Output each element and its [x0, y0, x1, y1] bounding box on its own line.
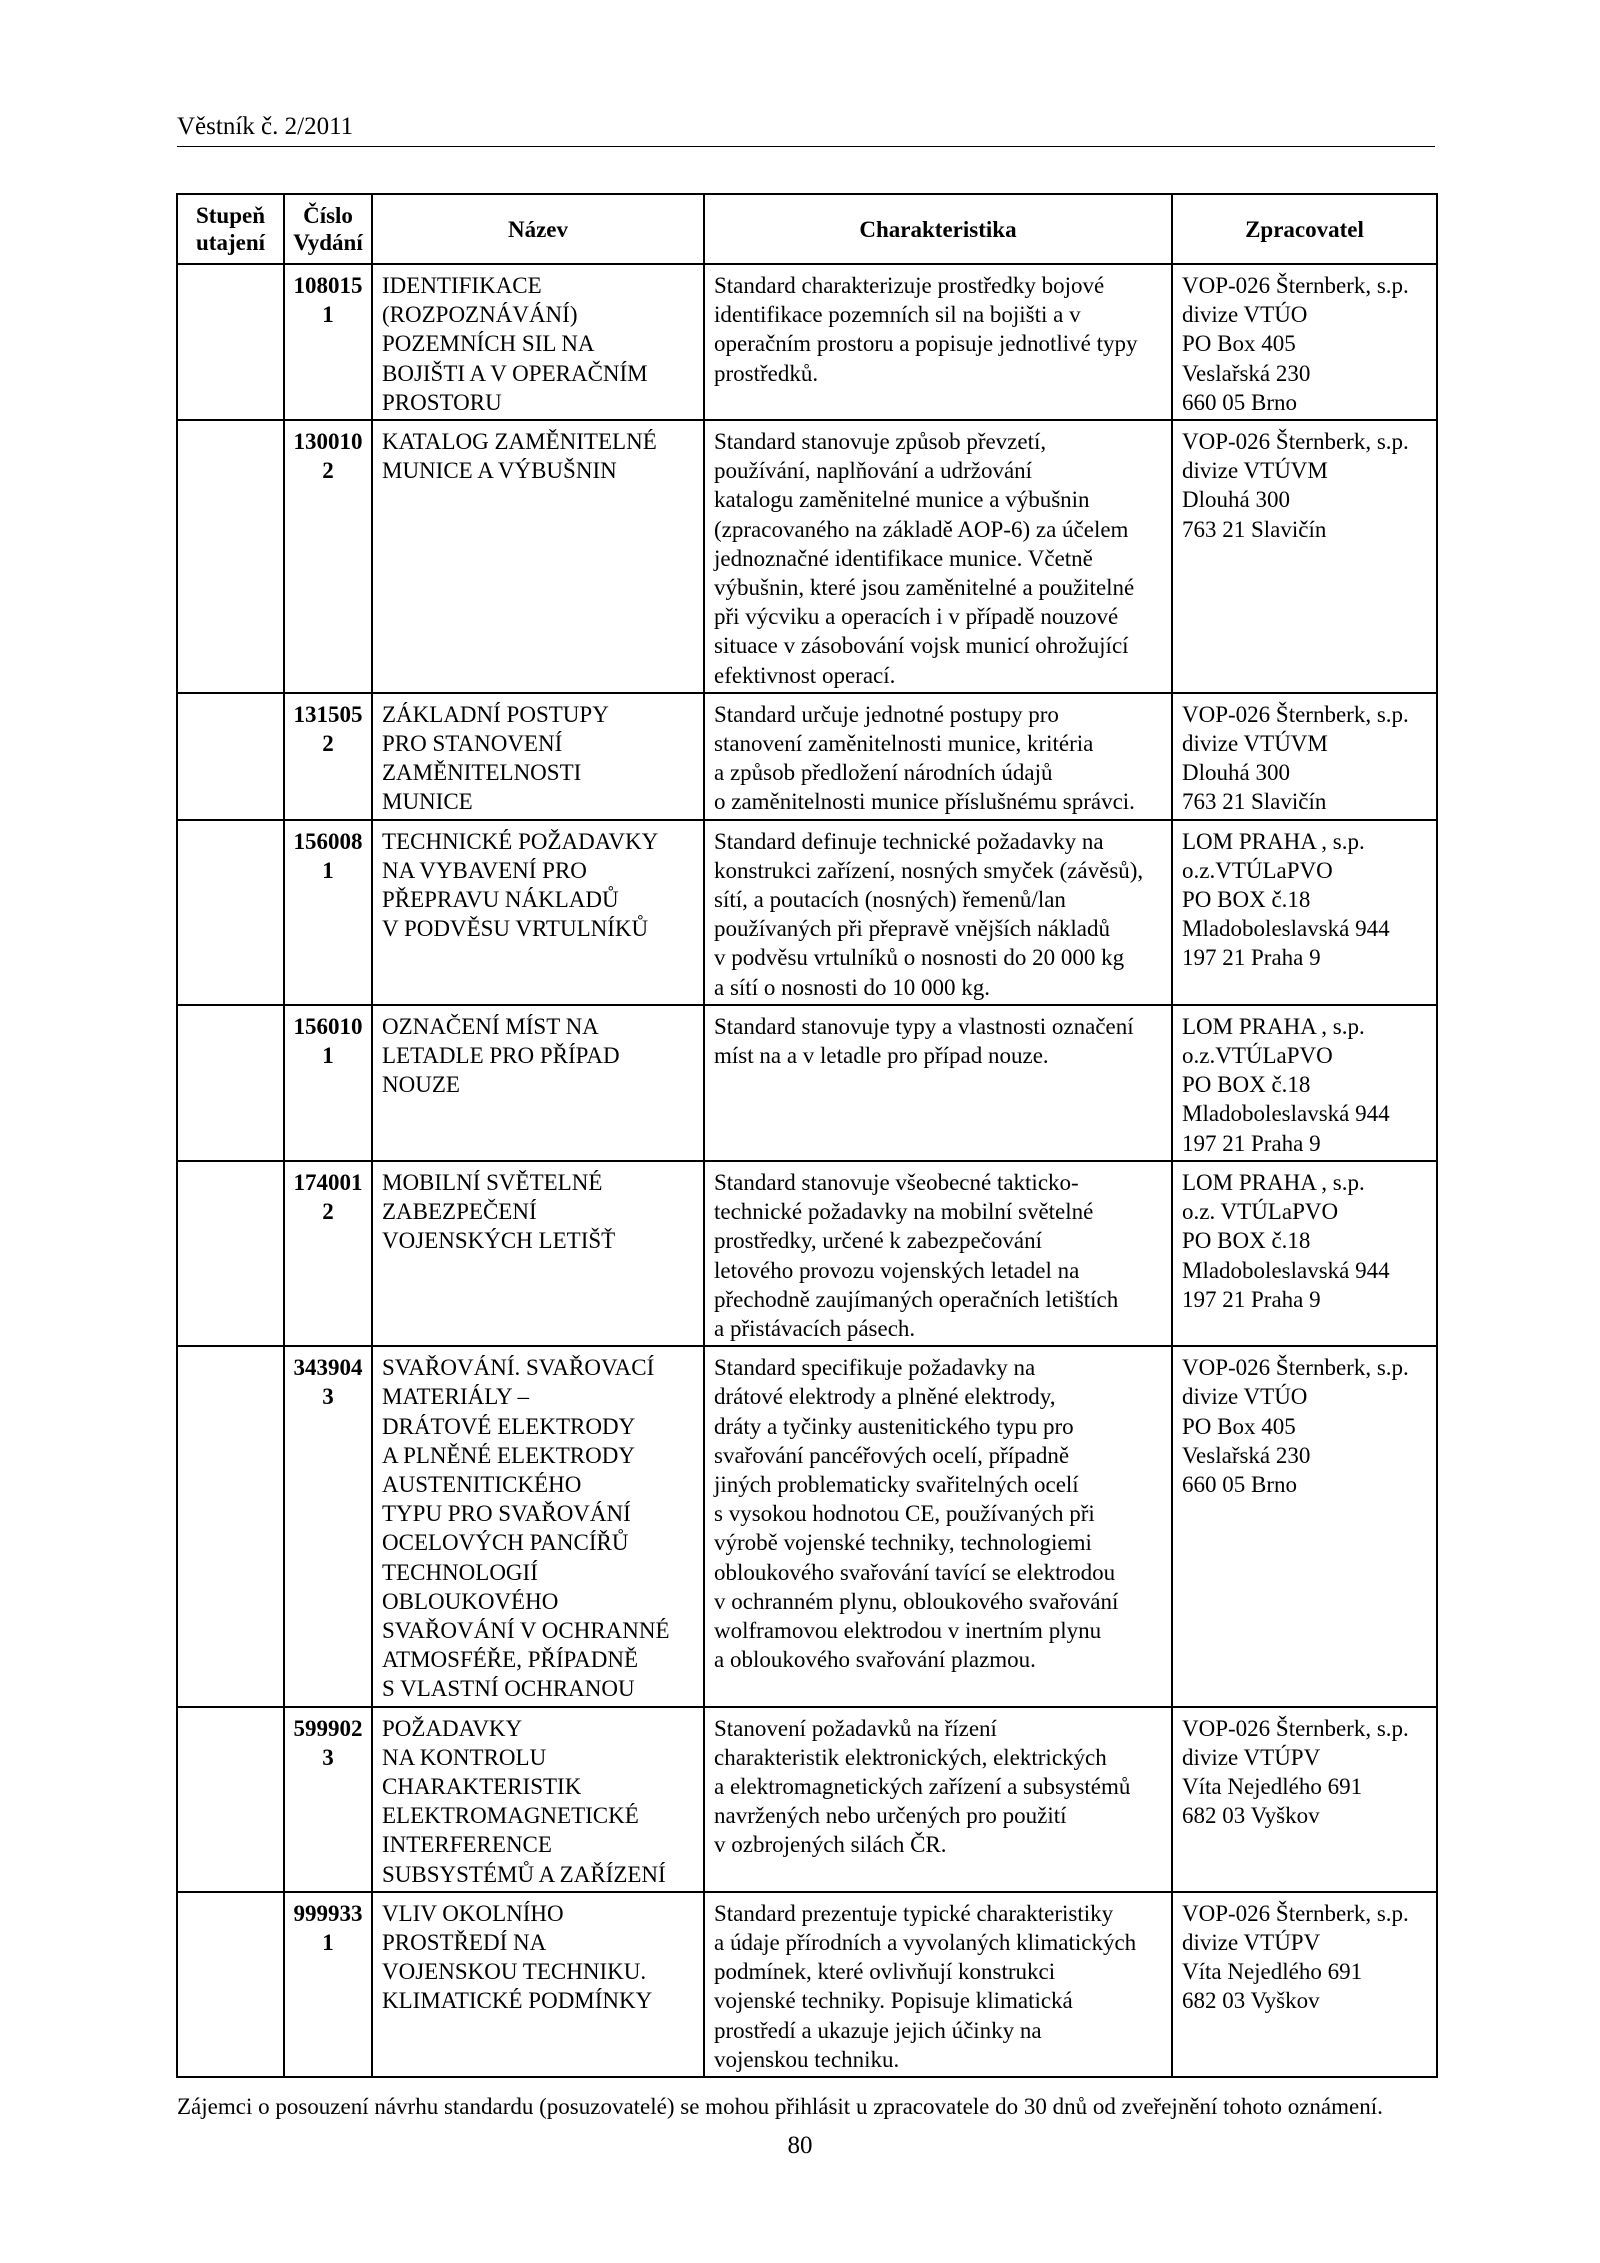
description-line: charakteristik elektronických, elektrických — [714, 1744, 1107, 1770]
name-line: NA VYBAVENÍ PRO — [382, 857, 587, 883]
header-number-edition: Číslo Vydání — [284, 194, 372, 264]
name-line: BOJIŠTI A V OPERAČNÍM — [382, 360, 648, 386]
cell-number-edition — [284, 1005, 372, 1161]
processor-line: PO BOX č.18 — [1182, 887, 1311, 913]
edition-number: 1 — [322, 1929, 334, 1955]
cell-processor — [1172, 1005, 1437, 1161]
edition-number: 1 — [322, 302, 334, 328]
processor-line: VOP-026 Šternberk, s.p. — [1182, 701, 1409, 727]
name-line: V PODVĚSU VRTULNÍKŮ — [382, 916, 649, 942]
processor-line: o.z.VTÚLaPVO — [1182, 1043, 1333, 1069]
processor-line: VOP-026 Šternberk, s.p. — [1182, 1715, 1409, 1741]
name-line: SUBSYSTÉMŮ A ZAŘÍZENÍ — [382, 1861, 666, 1887]
processor-line: 197 21 Praha 9 — [1182, 1130, 1321, 1156]
description-line: operačním prostoru a popisuje jednotlivé typy — [714, 331, 1138, 357]
description-line: Standard stanovuje všeobecné takticko- — [714, 1169, 1079, 1195]
description-line: s vysokou hodnotou CE, používaných při — [714, 1501, 1095, 1527]
name-line: AUSTENITICKÉHO — [382, 1471, 582, 1497]
processor-line: VOP-026 Šternberk, s.p. — [1182, 273, 1409, 298]
name-line: SVAŘOVÁNÍ. SVAŘOVACÍ — [382, 1355, 655, 1381]
cell-processor — [1172, 264, 1437, 420]
description-line: situace v zásobování vojsk municí ohrožující — [714, 633, 1129, 659]
processor-line: Mladoboleslavská 944 — [1182, 916, 1390, 942]
name-line: VLIV OKOLNÍHO — [382, 1900, 564, 1926]
edition-number: 2 — [322, 731, 334, 757]
footer-note: Zájemci o posouzení návrhu standardu (posuzovatelé) se mohou přihlásit u zpracovatele do 30 dnů od zveřejnění tohoto oznámení. — [177, 2094, 1383, 2119]
description-line: jednoznačné identifikace munice. Včetně — [714, 545, 1093, 571]
name-line: VOJENSKÝCH LETIŠŤ — [382, 1228, 616, 1254]
name-line: CHARAKTERISTIK — [382, 1773, 582, 1799]
processor-line: PO BOX č.18 — [1182, 1228, 1311, 1254]
cell-classification-level — [177, 420, 284, 693]
description-line: Standard specifikuje požadavky na — [714, 1355, 1036, 1381]
name-line: NOUZE — [382, 1072, 460, 1098]
description-line: (zpracovaného na základě AOP-6) za účelem — [714, 516, 1129, 542]
table-row — [177, 1707, 1437, 1892]
cell-name — [372, 420, 704, 693]
name-line: LETADLE PRO PŘÍPAD — [382, 1043, 620, 1069]
name-line: OCELOVÝCH PANCÍŘŮ — [382, 1530, 629, 1556]
description-line: technické požadavky na mobilní světelné — [714, 1199, 1094, 1225]
cell-characteristics — [704, 420, 1172, 693]
description-line: Standard prezentuje typické charakteristiky — [714, 1900, 1114, 1926]
table-row — [177, 1892, 1437, 2077]
cell-classification-level — [177, 1892, 284, 2077]
name-line: SVAŘOVÁNÍ V OCHRANNÉ — [382, 1617, 670, 1643]
name-line: PŘEPRAVU NÁKLADŮ — [382, 887, 619, 913]
name-line: PRO STANOVENÍ — [382, 731, 563, 757]
description-line: podmínek, které ovlivňují konstrukci — [714, 1959, 1056, 1985]
description-line: dráty a tyčinky austenitického typu pro — [714, 1413, 1074, 1439]
name-line: PROSTORU — [382, 389, 502, 415]
table-header-row — [177, 194, 1437, 264]
name-line: VOJENSKOU TECHNIKU. — [382, 1959, 647, 1985]
processor-line: 660 05 Brno — [1182, 389, 1297, 415]
name-line: KLIMATICKÉ PODMÍNKY — [382, 1988, 653, 2014]
name-line: TECHNICKÉ POŽADAVKY — [382, 828, 659, 854]
header-name: Název — [372, 194, 704, 264]
table-row — [177, 693, 1437, 820]
description-line: a elektromagnetických zařízení a subsystémů — [714, 1773, 1131, 1799]
edition-number: 3 — [322, 1744, 334, 1770]
description-line: přechodně zaujímaných operačních letištích — [714, 1286, 1119, 1312]
standard-number: 156010 — [293, 1013, 363, 1039]
processor-line: 682 03 Vyškov — [1182, 1803, 1320, 1829]
description-line: a údaje přírodních a vyvolaných klimatických — [714, 1929, 1137, 1955]
description-line: Stanovení požadavků na řízení — [714, 1715, 997, 1741]
description-line: prostředky, určené k zabezpečování — [714, 1228, 1043, 1254]
name-line: MUNICE — [382, 789, 473, 815]
cell-name — [372, 1005, 704, 1161]
cell-name — [372, 1707, 704, 1892]
processor-line: 197 21 Praha 9 — [1182, 945, 1321, 971]
name-line: KATALOG ZAMĚNITELNÉ — [382, 429, 657, 455]
edition-number: 1 — [322, 857, 334, 883]
description-line: svařování pancéřových ocelí, případně — [714, 1442, 1070, 1468]
name-line: S VLASTNÍ OCHRANOU — [382, 1676, 635, 1702]
standard-number: 156008 — [293, 828, 363, 854]
name-line: MOBILNÍ SVĚTELNÉ — [382, 1169, 603, 1195]
cell-number-edition — [284, 264, 372, 420]
description-line: wolframovou elektrodou v inertním plynu — [714, 1617, 1102, 1643]
processor-line: 197 21 Praha 9 — [1182, 1286, 1321, 1312]
description-line: stanovení zaměnitelnosti munice, kritéria — [714, 731, 1094, 757]
header-classification-level: Stupeň utajení — [177, 194, 284, 264]
description-line: jiných problematicky svařitelných ocelí — [714, 1471, 1079, 1497]
standard-number: 599902 — [293, 1715, 363, 1741]
description-line: vojenské techniky. Popisuje klimatická — [714, 1988, 1073, 2014]
processor-line: Veslařská 230 — [1182, 1442, 1311, 1468]
page-header: Věstník č. 2/2011 — [177, 112, 1435, 147]
cell-classification-level — [177, 820, 284, 1005]
edition-number: 1 — [322, 1043, 334, 1069]
table-row — [177, 1005, 1437, 1161]
cell-name — [372, 264, 704, 420]
name-line: ZABEZPEČENÍ — [382, 1199, 537, 1225]
description-line: používání, naplňování a udržování — [714, 458, 1033, 484]
processor-line: 763 21 Slavičín — [1182, 789, 1327, 815]
cell-number-edition — [284, 1161, 372, 1346]
processor-line: LOM PRAHA , s.p. — [1182, 1169, 1365, 1195]
description-line: Standard určuje jednotné postupy pro — [714, 701, 1059, 727]
name-line: ATMOSFÉŘE, PŘÍPADNĚ — [382, 1647, 639, 1673]
header-processor: Zpracovatel — [1172, 194, 1437, 264]
cell-processor — [1172, 820, 1437, 1005]
table-row — [177, 1161, 1437, 1346]
cell-name — [372, 1892, 704, 2077]
cell-processor — [1172, 1892, 1437, 2077]
processor-line: VOP-026 Šternberk, s.p. — [1182, 1900, 1409, 1926]
description-line: konstrukci zařízení, nosných smyček (závěsů), — [714, 857, 1144, 883]
description-line: v podvěsu vrtulníků o nosnosti do 20 000 kg — [714, 945, 1125, 971]
description-line: při výcviku a operacích i v případě nouzové — [714, 604, 1119, 630]
cell-name — [372, 1346, 704, 1706]
header-characteristics: Charakteristika — [704, 194, 1172, 264]
processor-line: Víta Nejedlého 691 — [1182, 1959, 1363, 1985]
cell-characteristics — [704, 1346, 1172, 1706]
cell-classification-level — [177, 1005, 284, 1161]
cell-name — [372, 693, 704, 820]
description-line: Standard stanovuje způsob převzetí, — [714, 429, 1047, 455]
cell-classification-level — [177, 1161, 284, 1346]
cell-classification-level — [177, 1346, 284, 1706]
cell-characteristics — [704, 1707, 1172, 1892]
processor-line: VOP-026 Šternberk, s.p. — [1182, 429, 1409, 455]
edition-number: 2 — [322, 1199, 334, 1225]
cell-characteristics — [704, 693, 1172, 820]
processor-line: divize VTÚVM — [1182, 458, 1328, 484]
description-line: sítí, a poutacích (nosných) řemenů/lan — [714, 887, 1066, 913]
processor-line: PO Box 405 — [1182, 1413, 1296, 1439]
name-line: ELEKTROMAGNETICKÉ — [382, 1803, 639, 1829]
name-line: NA KONTROLU — [382, 1744, 547, 1770]
description-line: prostředí a ukazuje jejich účinky na — [714, 2017, 1042, 2043]
processor-line: o.z. VTÚLaPVO — [1182, 1199, 1339, 1225]
processor-line: Dlouhá 300 — [1182, 760, 1290, 786]
cell-characteristics — [704, 1005, 1172, 1161]
processor-line: divize VTÚO — [1182, 1384, 1308, 1410]
standards-table — [176, 193, 1438, 2078]
processor-line: LOM PRAHA , s.p. — [1182, 1013, 1365, 1039]
description-line: drátové elektrody a plněné elektrody, — [714, 1384, 1056, 1410]
table-row — [177, 1346, 1437, 1706]
name-line: PROSTŘEDÍ NA — [382, 1929, 547, 1955]
processor-line: Veslařská 230 — [1182, 360, 1311, 386]
description-line: v ochranném plynu, obloukového svařování — [714, 1588, 1119, 1614]
description-line: používaných při přepravě vnějších nákladů — [714, 916, 1110, 942]
processor-line: divize VTÚPV — [1182, 1744, 1321, 1770]
cell-name — [372, 820, 704, 1005]
cell-number-edition — [284, 693, 372, 820]
description-line: obloukového svařování tavící se elektrodou — [714, 1559, 1116, 1585]
processor-line: Mladoboleslavská 944 — [1182, 1101, 1390, 1127]
standard-number: 131505 — [293, 701, 363, 727]
description-line: a způsob předložení národních údajů — [714, 760, 1053, 786]
name-line: POŽADAVKY — [382, 1715, 523, 1741]
cell-processor — [1172, 1346, 1437, 1706]
page-number: 80 — [787, 2132, 813, 2159]
cell-number-edition — [284, 1346, 372, 1706]
cell-classification-level — [177, 1707, 284, 1892]
processor-line: VOP-026 Šternberk, s.p. — [1182, 1355, 1409, 1381]
name-line: MATERIÁLY – — [382, 1384, 529, 1410]
name-line: DRÁTOVÉ ELEKTRODY — [382, 1413, 636, 1439]
description-line: prostředků. — [714, 360, 819, 386]
description-line: výrobě vojenské techniky, technologiemi — [714, 1530, 1092, 1556]
description-line: a přistávacích pásech. — [714, 1315, 916, 1341]
processor-line: Víta Nejedlého 691 — [1182, 1773, 1363, 1799]
cell-number-edition — [284, 420, 372, 693]
description-line: vojenskou techniku. — [714, 2046, 900, 2072]
cell-number-edition — [284, 1892, 372, 2077]
processor-line: 682 03 Vyškov — [1182, 1988, 1320, 2014]
cell-classification-level — [177, 693, 284, 820]
name-line: TYPU PRO SVAŘOVÁNÍ — [382, 1501, 631, 1527]
cell-classification-level — [177, 264, 284, 420]
table-row — [177, 820, 1437, 1005]
processor-line: LOM PRAHA , s.p. — [1182, 828, 1365, 854]
description-line: v ozbrojených silách ČR. — [714, 1832, 947, 1858]
cell-processor — [1172, 420, 1437, 693]
standard-number: 174001 — [293, 1169, 363, 1195]
processor-line: divize VTÚPV — [1182, 1929, 1321, 1955]
edition-number: 3 — [322, 1384, 334, 1410]
description-line: navržených nebo určených pro použití — [714, 1803, 1067, 1829]
cell-characteristics — [704, 1161, 1172, 1346]
cell-processor — [1172, 693, 1437, 820]
description-line: identifikace pozemních sil na bojišti a v — [714, 302, 1081, 328]
description-line: Standard stanovuje typy a vlastnosti označení — [714, 1013, 1134, 1039]
name-line: ZÁKLADNÍ POSTUPY — [382, 701, 609, 727]
name-line: A PLNĚNÉ ELEKTRODY — [382, 1442, 635, 1468]
processor-line: PO BOX č.18 — [1182, 1072, 1311, 1098]
cell-processor — [1172, 1707, 1437, 1892]
name-line: OZNAČENÍ MÍST NA — [382, 1013, 599, 1039]
name-line: OBLOUKOVÉHO — [382, 1588, 559, 1614]
cell-processor — [1172, 1161, 1437, 1346]
description-line: o zaměnitelnosti munice příslušnému správci. — [714, 789, 1135, 815]
cell-name — [372, 1161, 704, 1346]
standard-number: 343904 — [293, 1355, 363, 1381]
description-line: letového provozu vojenských letadel na — [714, 1257, 1080, 1283]
standard-number: 108015 — [293, 273, 363, 298]
description-line: a sítí o nosnosti do 10 000 kg. — [714, 974, 991, 1000]
processor-line: Mladoboleslavská 944 — [1182, 1257, 1390, 1283]
cell-characteristics — [704, 1892, 1172, 2077]
description-line: a obloukového svařování plazmou. — [714, 1647, 1036, 1673]
processor-line: Dlouhá 300 — [1182, 487, 1290, 513]
description-line: míst na a v letadle pro případ nouze. — [714, 1043, 1049, 1069]
processor-line: divize VTÚVM — [1182, 731, 1328, 757]
edition-number: 2 — [322, 458, 334, 484]
description-line: Standard definuje technické požadavky na — [714, 828, 1104, 854]
name-line: MUNICE A VÝBUŠNIN — [382, 458, 617, 484]
table-row — [177, 264, 1437, 420]
standard-number: 130010 — [293, 429, 363, 455]
name-line: (ROZPOZNÁVÁNÍ) — [382, 302, 578, 328]
name-line: INTERFERENCE — [382, 1832, 552, 1858]
description-line: výbušnin, které jsou zaměnitelné a použitelné — [714, 575, 1135, 601]
name-line: TECHNOLOGIÍ — [382, 1559, 538, 1585]
processor-line: PO Box 405 — [1182, 331, 1296, 357]
name-line: ZAMĚNITELNOSTI — [382, 760, 582, 786]
cell-characteristics — [704, 820, 1172, 1005]
table-row — [177, 420, 1437, 693]
description-line: Standard charakterizuje prostředky bojové — [714, 273, 1105, 298]
standard-number: 999933 — [293, 1900, 363, 1926]
cell-number-edition — [284, 820, 372, 1005]
processor-line: 660 05 Brno — [1182, 1471, 1297, 1497]
name-line: POZEMNÍCH SIL NA — [382, 331, 595, 357]
description-line: efektivnost operací. — [714, 662, 896, 688]
processor-line: o.z.VTÚLaPVO — [1182, 857, 1333, 883]
processor-line: divize VTÚO — [1182, 302, 1308, 328]
description-line: katalogu zaměnitelné munice a výbušnin — [714, 487, 1090, 513]
processor-line: 763 21 Slavičín — [1182, 516, 1327, 542]
name-line: IDENTIFIKACE — [382, 273, 542, 298]
cell-characteristics — [704, 264, 1172, 420]
cell-number-edition — [284, 1707, 372, 1892]
